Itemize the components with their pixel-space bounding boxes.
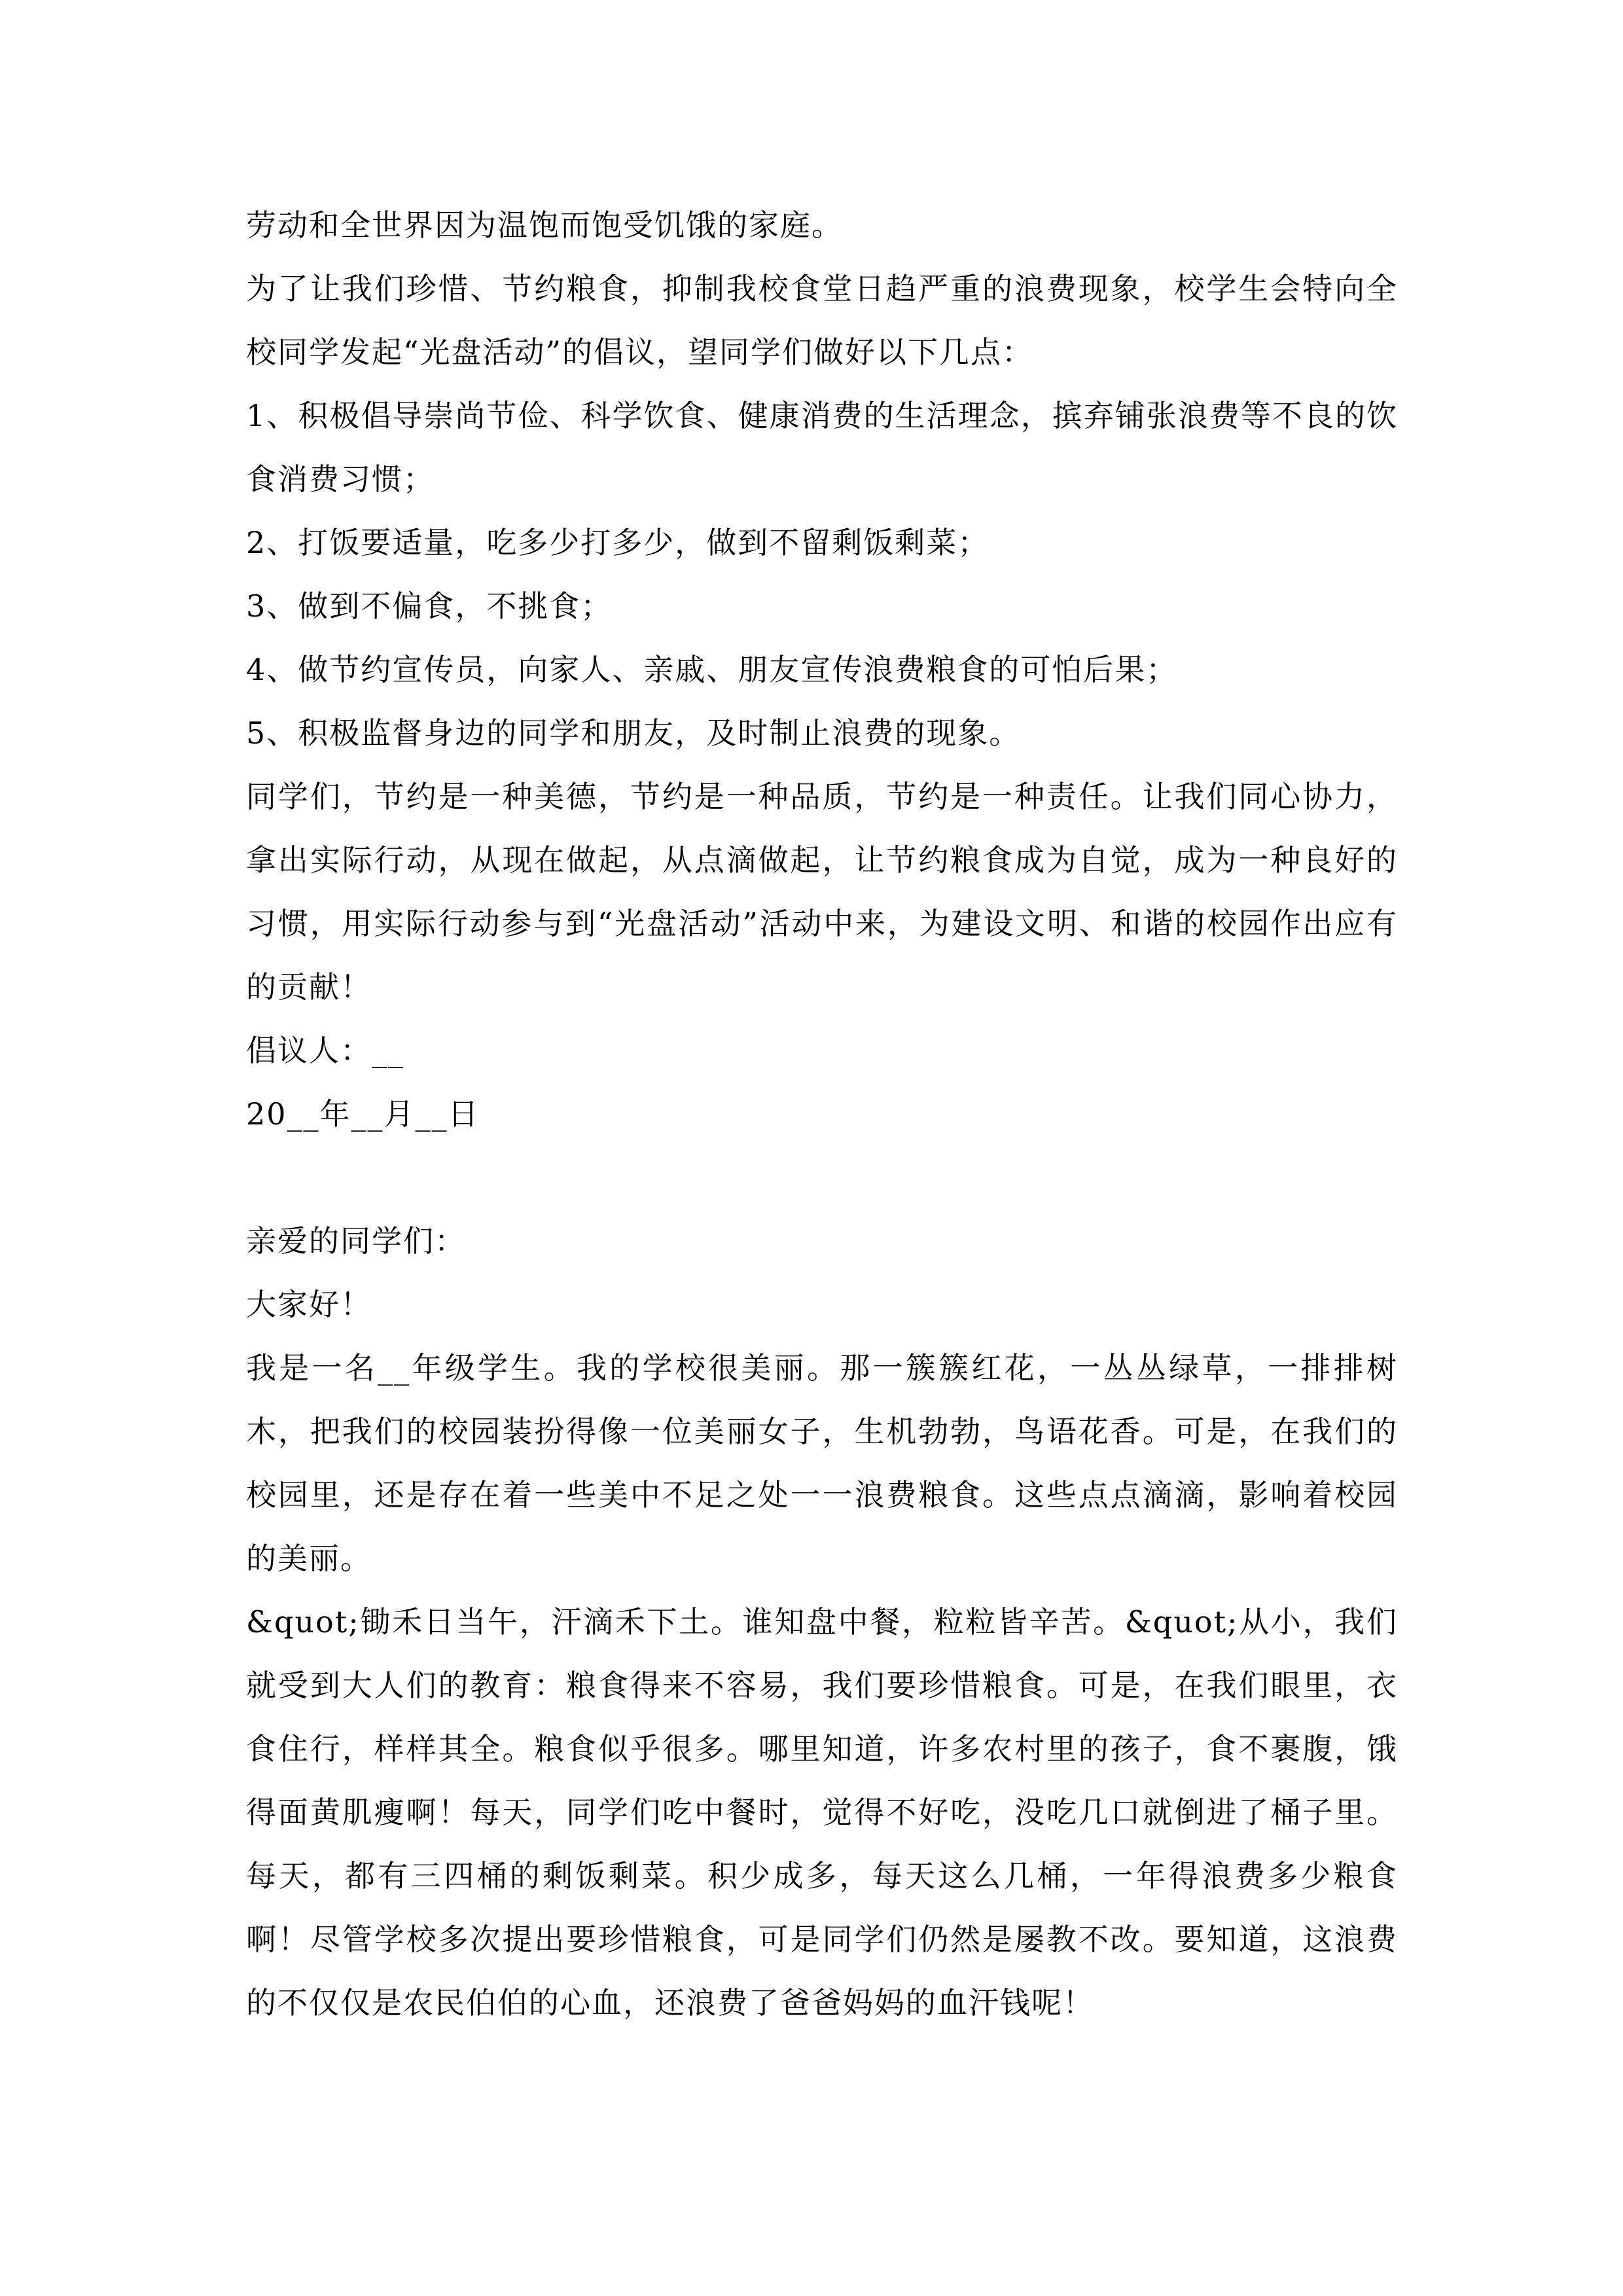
list-item: 1、积极倡导崇尚节俭、科学饮食、健康消费的生活理念，摈弃铺张浪费等不良的饮食消费习惯； xyxy=(246,398,1398,497)
list-item: 2、打饭要适量，吃多少打多少，做到不留剩饭剩菜； xyxy=(246,525,990,560)
greeting: 大家好！ xyxy=(246,1287,372,1322)
list-item: 4、做节约宣传员，向家人、亲戚、朋友宣传浪费粮食的可怕后果； xyxy=(246,652,1178,687)
paragraph: 劳动和全世界因为温饱而饱受饥饿的家庭。 xyxy=(246,207,843,243)
date-line: 20__年__月__日 xyxy=(246,1096,480,1132)
proposal-section xyxy=(246,194,1398,1146)
document-page xyxy=(246,194,1398,2035)
paragraph: 我是一名__年级学生。我的学校很美丽。那一簇簇红花，一丛丛绿草，一排排树木，把我们的校园装扮得像一位美丽女子，生机勃勃，鸟语花香。可是，在我们的校园里，还是存在着一些美中不足之处一一浪费粮食。这些点点滴滴，影响着校园的美丽。 xyxy=(246,1350,1398,1576)
paragraph: 为了让我们珍惜、节约粮食，抑制我校食堂日趋严重的浪费现象，校学生会特向全校同学发起“光盘活动”的倡议，望同学们做好以下几点： xyxy=(246,271,1398,370)
paragraph: 同学们，节约是一种美德，节约是一种品质，节约是一种责任。让我们同心协力，拿出实际行动，从现在做起，从点滴做起，让节约粮食成为自觉，成为一种良好的习惯，用实际行动参与到“光盘活动”活动中来，为建设文明、和谐的校园作出应有的贡献！ xyxy=(246,779,1398,1005)
section-spacer xyxy=(246,1146,1398,1210)
signature-line: 倡议人：__ xyxy=(246,1033,404,1068)
list-item: 3、做到不偏食，不挑食； xyxy=(246,588,613,624)
speech-section xyxy=(246,1210,1398,2035)
list-item: 5、积极监督身边的同学和朋友，及时制止浪费的现象。 xyxy=(246,715,1021,751)
paragraph: &quot;锄禾日当午，汗滴禾下土。谁知盘中餐，粒粒皆辛苦。&quot;从小，我们就受到大人们的教育：粮食得来不容易，我们要珍惜粮食。可是，在我们眼里，衣食住行，样样其全。粮食似乎很多。哪里知道，许多农村里的孩子，食不裹腹，饿得面黄肌瘦啊！每天，同学们吃中餐时，觉得不好吃，没吃几口就倒进了桶子里。每天，都有三四桶的剩饭剩菜。积少成多，每天这么几桶，一年得浪费多少粮食啊！尽管学校多次提出要珍惜粮食，可是同学们仍然是屡教不改。要知道，这浪费的不仅仅是农民伯伯的心血，还浪费了爸爸妈妈的血汗钱呢！ xyxy=(246,1604,1398,2020)
salutation: 亲爱的同学们： xyxy=(246,1223,466,1259)
